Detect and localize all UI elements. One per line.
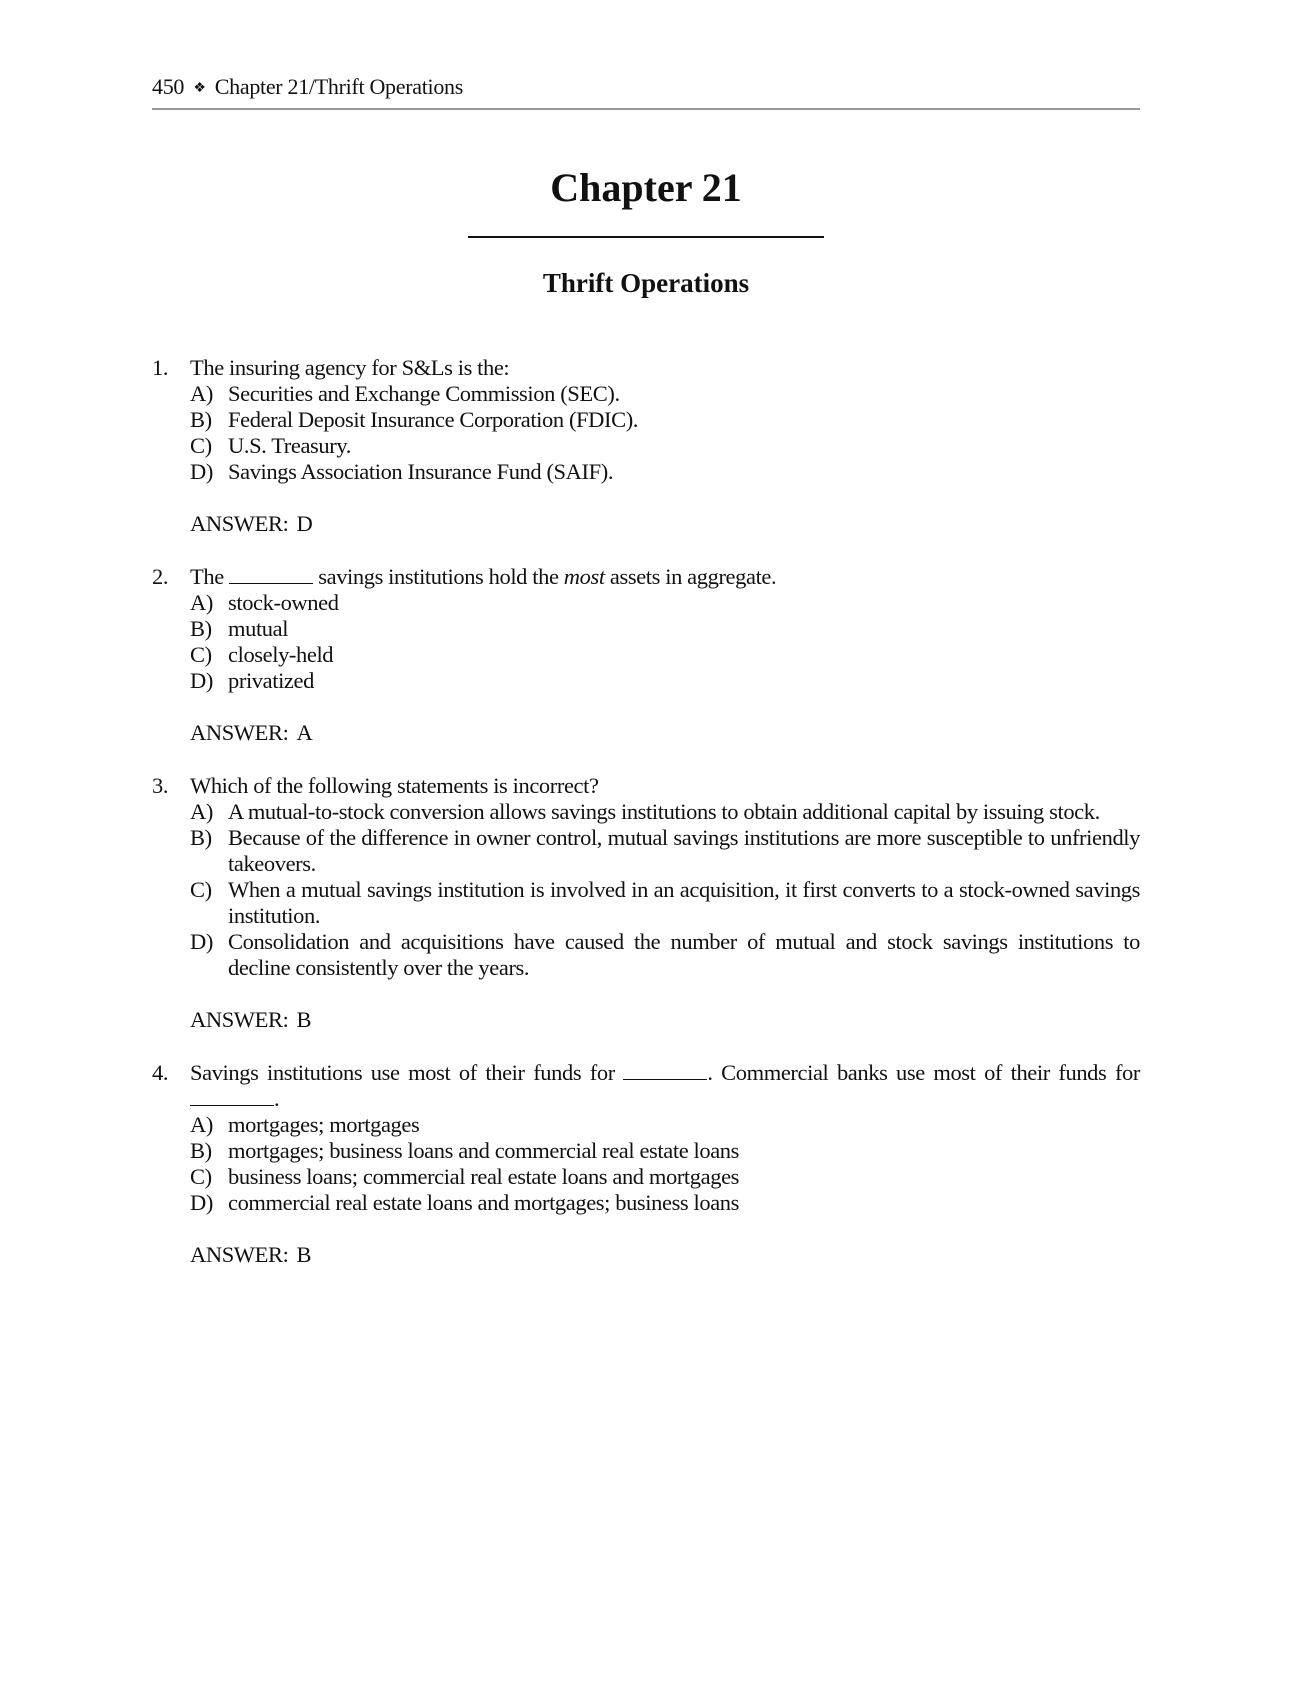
answer-value: D [296,511,313,536]
option-text: mutual [228,616,289,641]
answer-line [190,1007,1140,1033]
option-text: Savings Association Insurance Fund (SAIF). [228,459,614,484]
option-c [190,877,1140,929]
answer-value: A [296,720,313,745]
option-letter: A) [190,799,213,824]
option-letter: D) [190,459,213,484]
question-number: 3. [152,773,169,798]
answer-value: B [296,1242,312,1267]
option-letter: B) [190,825,212,850]
option-b [190,1138,1140,1164]
chapter-title: Chapter 21 [550,165,742,210]
option-list [190,381,1140,485]
option-text: mortgages; business loans and commercial real estate loans [228,1138,740,1163]
question-stem: Which of the following statements is incorrect? [190,773,599,798]
answer-label: ANSWER: [190,1242,289,1267]
question-number: 4. [152,1060,169,1085]
fill-in-blank [190,1087,274,1106]
option-d [190,459,1140,485]
running-title: Chapter 21/Thrift Operations [214,74,463,99]
answer-value: B [296,1007,312,1032]
option-a [190,590,1140,616]
question-list [152,355,1140,1268]
chapter-subtitle: Thrift Operations [542,268,750,298]
option-b [190,407,1140,433]
option-letter: B) [190,407,212,432]
option-text: U.S. Treasury. [228,433,351,458]
option-c [190,642,1140,668]
stem-text: assets in aggregate. [609,564,777,589]
option-c [190,1164,1140,1190]
option-list [190,1112,1140,1216]
option-letter: C) [190,1164,212,1189]
option-letter: C) [190,877,212,902]
option-letter: A) [190,1112,213,1137]
question-stem [190,1060,1140,1112]
option-letter: D) [190,668,213,693]
option-a [190,799,1140,825]
diamond-separator-icon: ❖ [193,81,206,96]
option-text: stock-owned [228,590,339,615]
option-text: Because of the difference in owner control, mutual savings institutions are more susceptible to unfriendly takeovers. [228,825,1140,876]
option-letter: D) [190,1190,213,1215]
running-header [152,72,1140,110]
question-2 [152,564,1140,746]
option-text: privatized [228,668,314,693]
option-text: Securities and Exchange Commission (SEC). [228,381,620,406]
option-text: business loans; commercial real estate loans and mortgages [228,1164,740,1189]
option-text: Consolidation and acquisitions have caused the number of mutual and stock savings institutions to decline consistently over the years. [228,929,1140,980]
option-a [190,1112,1140,1138]
fill-in-blank [623,1061,707,1080]
stem-text: savings institutions hold the [318,564,559,589]
answer-label: ANSWER: [190,720,289,745]
option-list [190,590,1140,694]
stem-text: . [274,1086,280,1111]
option-d [190,668,1140,694]
stem-emphasis: most [563,564,605,589]
document-page [152,72,1140,1295]
stem-text: . Commercial banks use most of their funds for [707,1060,1140,1085]
option-letter: A) [190,381,213,406]
question-number: 1. [152,355,169,380]
option-b [190,616,1140,642]
option-letter: B) [190,616,212,641]
option-b [190,825,1140,877]
option-d [190,1190,1140,1216]
fill-in-blank [229,565,313,584]
answer-line [190,720,1140,746]
page-number: 450 [152,74,185,99]
option-text: Federal Deposit Insurance Corporation (FDIC). [228,407,639,432]
question-stem [190,564,1140,590]
option-text: closely-held [228,642,334,667]
option-c [190,433,1140,459]
question-3 [152,773,1140,1033]
option-text: mortgages; mortgages [228,1112,420,1137]
question-number: 2. [152,564,169,589]
option-list [190,799,1140,981]
option-letter: D) [190,929,213,954]
option-text: commercial real estate loans and mortgages; business loans [228,1190,740,1215]
stem-text: Savings institutions use most of their funds for [190,1060,615,1085]
option-text: A mutual-to-stock conversion allows savings institutions to obtain additional capital by issuing stock. [228,799,1100,824]
option-letter: B) [190,1138,212,1163]
option-letter: C) [190,433,212,458]
title-divider [468,236,824,238]
answer-line [190,511,1140,537]
stem-text: The [190,564,224,589]
option-letter: C) [190,642,212,667]
answer-label: ANSWER: [190,1007,289,1032]
option-letter: A) [190,590,213,615]
answer-label: ANSWER: [190,511,289,536]
answer-line [190,1242,1140,1268]
question-1 [152,355,1140,537]
option-a [190,381,1140,407]
option-d [190,929,1140,981]
question-4 [152,1060,1140,1268]
option-text: When a mutual savings institution is involved in an acquisition, it first converts to a stock-owned savings institution. [228,877,1140,928]
question-stem: The insuring agency for S&Ls is the: [190,355,510,380]
